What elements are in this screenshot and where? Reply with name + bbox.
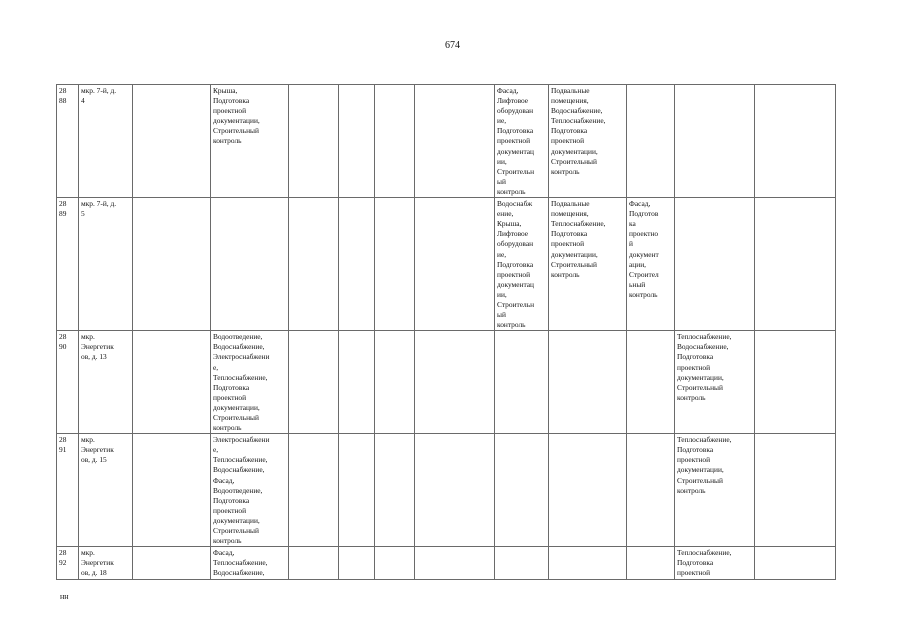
footer-mark: нн	[60, 592, 69, 601]
work-cell	[133, 85, 211, 198]
work-cell	[211, 198, 289, 331]
address-cell: мкр. 7-й, д. 4	[79, 85, 133, 198]
work-cell	[627, 85, 675, 198]
work-cell	[339, 547, 375, 580]
work-cell	[375, 434, 415, 547]
work-cell	[133, 547, 211, 580]
work-cell	[415, 434, 495, 547]
work-cell	[675, 85, 755, 198]
work-cell	[289, 331, 339, 434]
address-cell: мкр. 7-й, д. 5	[79, 198, 133, 331]
work-cell	[415, 331, 495, 434]
work-cell: Теплоснабжение, Подготовка проектной	[675, 547, 755, 580]
work-cell	[133, 434, 211, 547]
work-cell	[627, 547, 675, 580]
row-number-cell: 28 91	[57, 434, 79, 547]
work-cell: Фасад, Теплоснабжение, Водоснабжение,	[211, 547, 289, 580]
work-cell	[755, 434, 836, 547]
work-cell	[375, 198, 415, 331]
work-cell	[495, 547, 549, 580]
work-schedule-table	[56, 84, 836, 580]
work-cell	[549, 434, 627, 547]
work-cell	[549, 547, 627, 580]
work-cell	[415, 198, 495, 331]
work-cell	[375, 85, 415, 198]
work-cell	[755, 331, 836, 434]
table-row	[57, 547, 836, 580]
work-cell: Теплоснабжение, Водоснабжение, Подготовка проектной документации, Строительный контроль	[675, 331, 755, 434]
work-cell	[339, 85, 375, 198]
row-number-cell: 28 90	[57, 331, 79, 434]
work-cell: Электроснабжени е, Теплоснабжение, Водоснабжение, Фасад, Водоотведение, Подготовка проектной документации, Строительный контроль	[211, 434, 289, 547]
work-cell	[339, 331, 375, 434]
work-cell	[375, 547, 415, 580]
work-cell: Крыша, Подготовка проектной документации, Строительный контроль	[211, 85, 289, 198]
work-cell	[675, 198, 755, 331]
work-cell	[549, 331, 627, 434]
work-cell	[375, 331, 415, 434]
work-cell	[339, 198, 375, 331]
table-row	[57, 331, 836, 434]
work-cell: Подвальные помещения, Теплоснабжение, Подготовка проектной документации, Строительный контроль	[549, 198, 627, 331]
work-cell	[627, 434, 675, 547]
work-cell: Фасад, Лифтовое оборудован ие, Подготовка проектной документац ии, Строительн ый контроль	[495, 85, 549, 198]
work-cell	[627, 331, 675, 434]
work-cell	[339, 434, 375, 547]
work-cell	[133, 198, 211, 331]
address-cell: мкр. Энергетик ов, д. 15	[79, 434, 133, 547]
row-number-cell: 28 88	[57, 85, 79, 198]
work-cell: Водоотведение, Водоснабжение, Электроснабжени е, Теплоснабжение, Подготовка проектной документации, Строительный контроль	[211, 331, 289, 434]
table-row	[57, 434, 836, 547]
row-number-cell: 28 89	[57, 198, 79, 331]
work-cell	[289, 198, 339, 331]
table-row	[57, 198, 836, 331]
work-cell	[415, 85, 495, 198]
work-cell	[755, 198, 836, 331]
work-cell: Водоснабж ение, Крыша, Лифтовое оборудован ие, Подготовка проектной документац ии, Строительн ый контроль	[495, 198, 549, 331]
address-cell: мкр. Энергетик ов, д. 18	[79, 547, 133, 580]
address-cell: мкр. Энергетик ов, д. 13	[79, 331, 133, 434]
work-cell	[289, 85, 339, 198]
table-row	[57, 85, 836, 198]
work-cell: Подвальные помещения, Водоснабжение, Теплоснабжение, Подготовка проектной документации, Строительный контроль	[549, 85, 627, 198]
work-cell	[495, 331, 549, 434]
work-cell: Теплоснабжение, Подготовка проектной документации, Строительный контроль	[675, 434, 755, 547]
row-number-cell: 28 92	[57, 547, 79, 580]
work-cell	[495, 434, 549, 547]
page-number: 674	[445, 40, 460, 51]
work-cell	[289, 434, 339, 547]
work-cell: Фасад, Подготов ка проектно й документ ации, Строител ьный контроль	[627, 198, 675, 331]
work-cell	[755, 547, 836, 580]
work-cell	[415, 547, 495, 580]
work-cell	[133, 331, 211, 434]
work-cell	[755, 85, 836, 198]
work-cell	[289, 547, 339, 580]
